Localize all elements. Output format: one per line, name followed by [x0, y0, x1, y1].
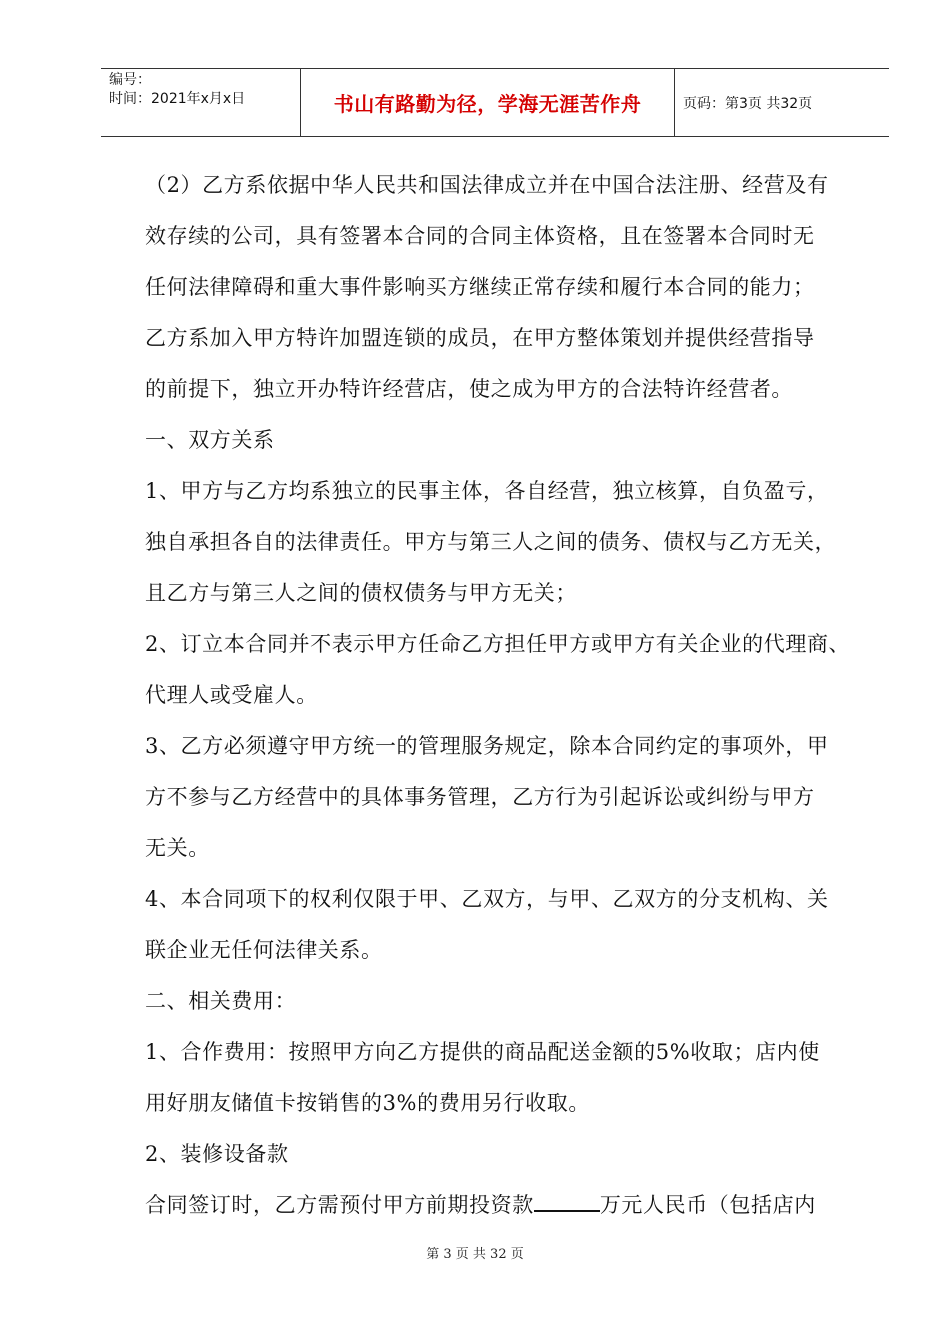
body-line: 4、本合同项下的权利仅限于甲、乙双方，与甲、乙双方的分支机构、关 — [145, 887, 829, 911]
header-page-info: 页码：第3页 共32页 — [683, 95, 813, 112]
section-heading: 二、相关费用： — [145, 989, 297, 1013]
body-line: 独自承担各自的法律责任。甲方与第三人之间的债务、债权与乙方无关， — [145, 530, 837, 554]
fill-in-blank — [534, 1192, 600, 1212]
header-meta — [101, 69, 301, 136]
body-line: 且乙方与第三人之间的债权债务与甲方无关； — [145, 581, 577, 605]
header-motto: 书山有路勤为径，学海无涯苦作舟 — [301, 69, 675, 136]
body-line: 3、乙方必须遵守甲方统一的管理服务规定，除本合同约定的事项外，甲 — [145, 734, 829, 758]
document-body — [145, 160, 865, 1231]
body-line-with-blank — [145, 1180, 865, 1231]
body-line: 任何法律障碍和重大事件影响买方继续正常存续和履行本合同的能力； — [145, 275, 815, 299]
text-after-blank: 万元人民币（包括店内 — [599, 1193, 816, 1217]
body-line: 联企业无任何法律关系。 — [145, 938, 383, 962]
body-line: 代理人或受雇人。 — [145, 683, 318, 707]
page-footer: 第 3 页 共 32 页 — [426, 1247, 524, 1262]
body-line: 方不参与乙方经营中的具体事务管理，乙方行为引起诉讼或纠纷与甲方 — [145, 785, 815, 809]
body-line: （2）乙方系依据中华人民共和国法律成立并在中国合法注册、经营及有 — [145, 173, 829, 197]
body-line: 2、装修设备款 — [145, 1142, 289, 1166]
body-line: 用好朋友储值卡按销售的3%的费用另行收取。 — [145, 1091, 590, 1115]
number-label: 编号： — [109, 72, 151, 88]
time-label: 时间：2021年x月x日 — [109, 91, 246, 107]
body-line: 2、订立本合同并不表示甲方任命乙方担任甲方或甲方有关企业的代理商、 — [145, 632, 851, 656]
section-heading: 一、双方关系 — [145, 428, 275, 452]
body-line: 效存续的公司，具有签署本合同的合同主体资格，且在签署本合同时无 — [145, 224, 815, 248]
body-line: 无关。 — [145, 836, 210, 860]
body-line: 1、合作费用：按照甲方向乙方提供的商品配送金额的5%收取；店内使 — [145, 1040, 820, 1064]
page-header — [101, 68, 889, 137]
body-line: 乙方系加入甲方特许加盟连锁的成员，在甲方整体策划并提供经营指导 — [145, 326, 815, 350]
body-line: 1、甲方与乙方均系独立的民事主体，各自经营，独立核算，自负盈亏， — [145, 479, 829, 503]
body-line: 的前提下，独立开办特许经营店，使之成为甲方的合法特许经营者。 — [145, 377, 793, 401]
text-before-blank: 合同签订时，乙方需预付甲方前期投资款 — [145, 1193, 534, 1217]
